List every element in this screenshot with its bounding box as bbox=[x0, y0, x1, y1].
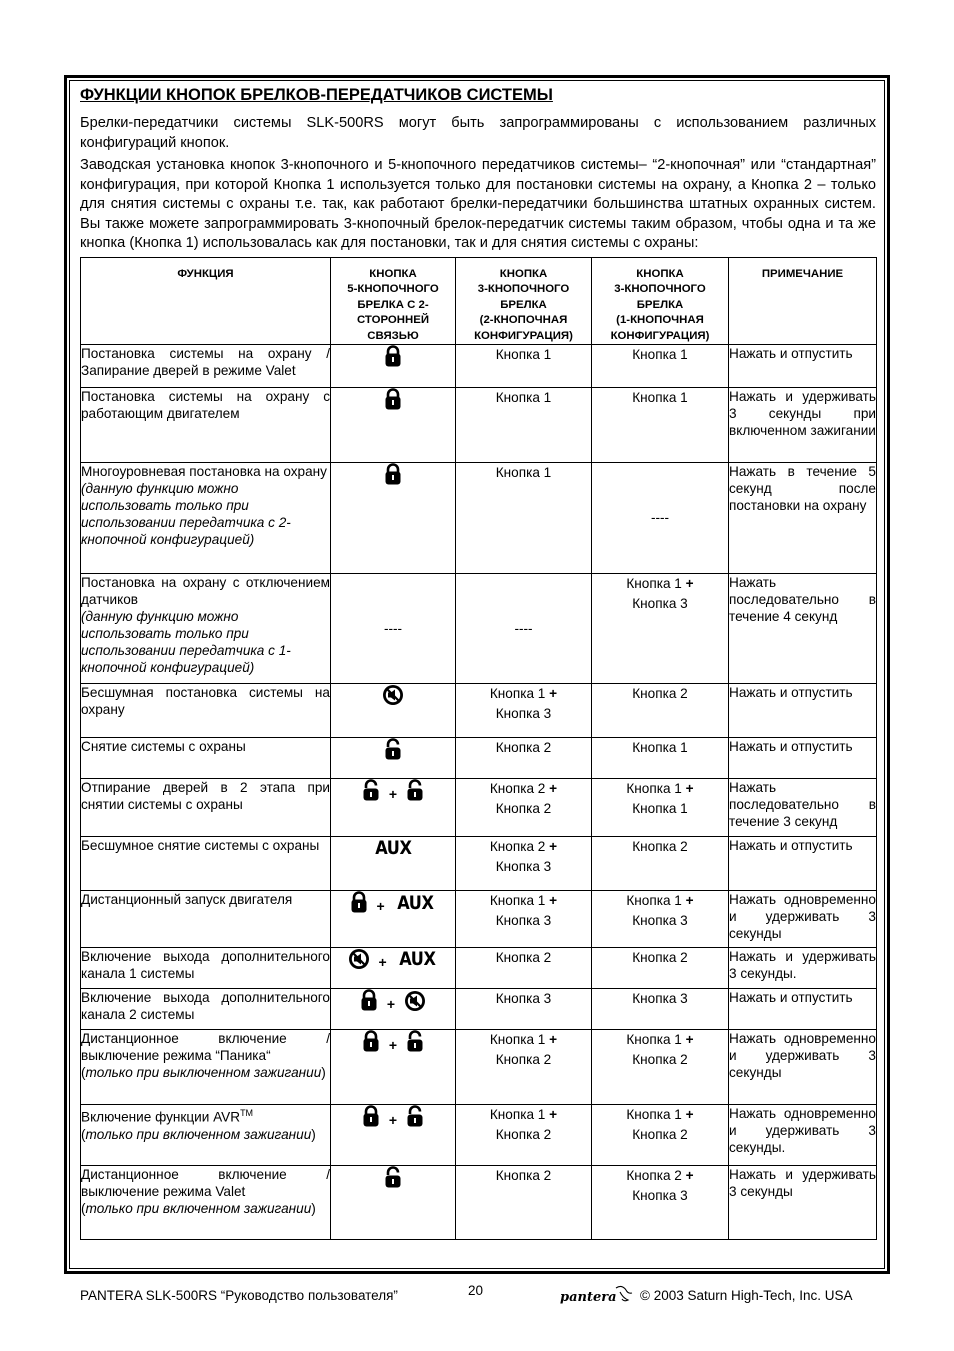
silent-icon bbox=[382, 684, 404, 706]
table-row bbox=[81, 684, 877, 738]
cfg1-cell: Кнопка 1 bbox=[592, 345, 729, 388]
button-icon-cell bbox=[331, 388, 456, 463]
cfg2-cell: Кнопка 2 bbox=[456, 1166, 592, 1240]
aux-icon: AUX bbox=[374, 837, 412, 859]
cfg2-cell: Кнопка 1 + Кнопка 3 bbox=[456, 684, 592, 738]
plus-sign: + bbox=[388, 786, 398, 802]
button-icon-cell bbox=[331, 738, 456, 779]
intro-paragraph-1: Брелки-передатчики системы SLK-500RS могут быть запрограммированы с использованием различных конфигураций кнопок. bbox=[80, 115, 876, 151]
note-cell: Нажать одновременно и удерживать 3 секунды bbox=[729, 1030, 877, 1105]
lock-closed-icon bbox=[384, 345, 402, 369]
pantera-logo bbox=[560, 1284, 636, 1306]
cfg1-cell: Кнопка 1 + Кнопка 2 bbox=[592, 1105, 729, 1166]
cfg2-cell: Кнопка 1 bbox=[456, 345, 592, 388]
button-icon-cell bbox=[331, 837, 456, 891]
function-cell: Бесшумная постановка системы на охрану bbox=[81, 684, 331, 738]
cfg1-cell: Кнопка 1 + Кнопка 1 bbox=[592, 779, 729, 837]
table-row bbox=[81, 948, 877, 989]
intro-paragraph-2: Заводская установка кнопок 3-кнопочного и 5-кнопочного передатчиков системы– “2-кнопочная” или “стандартная” конфигурация, при которой Кнопка 1 используется только для постановки системы на охрану, а Кнопка 2 – только для снятия системы с охраны т.е. так, как работают брелки-передатчики большинства штатных охранных систем. Вы также можете запрограммировать 3-кнопочный брелок-передатчик системы таким образом, чтобы одна и та же кнопка (Кнопка 1) использовалась как для постановки, так и для снятия системы с охраны: bbox=[80, 157, 876, 251]
function-cell: Дистанционное включение / выключение режима “Паника“ (только при выключенном зажигании) bbox=[81, 1030, 331, 1105]
table-row bbox=[81, 1166, 877, 1240]
lock-open-icon bbox=[406, 779, 424, 803]
button-icon-cell bbox=[331, 463, 456, 574]
cfg2-cell: Кнопка 1 bbox=[456, 388, 592, 463]
note-cell: Нажать и удерживать 3 секунды при включенном зажигании bbox=[729, 388, 877, 463]
button-icon-cell bbox=[331, 948, 456, 989]
cfg1-cell: Кнопка 3 bbox=[592, 989, 729, 1030]
note-cell: Нажать и отпустить bbox=[729, 989, 877, 1030]
function-cell: Дистанционный запуск двигателя bbox=[81, 891, 331, 948]
cfg2-cell: Кнопка 2 bbox=[456, 738, 592, 779]
header-cfg2: КНОПКА 3-КНОПОЧНОГО БРЕЛКА (2-КНОПОЧНАЯ КОНФИГУРАЦИЯ) bbox=[456, 257, 592, 345]
function-cell: Включение выхода дополнительного канала 1 системы bbox=[81, 948, 331, 989]
function-cell: Включение функции AVR™ (только при включенном зажигании) bbox=[81, 1105, 331, 1166]
table-header-row bbox=[81, 257, 877, 345]
function-cell: Постановка на охрану с отключением датчиков (данную функцию можно использовать только при использовании передатчика с 1-кнопочной конфигурацией) bbox=[81, 574, 331, 684]
table-row bbox=[81, 1105, 877, 1166]
plus-sign: + bbox=[376, 898, 385, 914]
note-cell: Нажать и отпустить bbox=[729, 837, 877, 891]
header-btn5: КНОПКА 5-КНОПОЧНОГО БРЕЛКА С 2- СТОРОННЕЙ СВЯЗЬЮ bbox=[331, 257, 456, 345]
cfg2-cell: ---- bbox=[456, 574, 592, 684]
cfg1-cell: Кнопка 1 bbox=[592, 738, 729, 779]
footer-page-number: 20 bbox=[468, 1283, 484, 1298]
cfg1-cell: Кнопка 2 bbox=[592, 948, 729, 989]
button-icon-cell bbox=[331, 684, 456, 738]
lock-closed-icon bbox=[362, 1030, 380, 1054]
header-cfg1: КНОПКА 3-КНОПОЧНОГО БРЕЛКА (1-КНОПОЧНАЯ КОНФИГУРАЦИЯ) bbox=[592, 257, 729, 345]
plus-sign: + bbox=[386, 996, 396, 1012]
cfg2-cell: Кнопка 2 + Кнопка 2 bbox=[456, 779, 592, 837]
cfg1-cell: Кнопка 1 + Кнопка 3 bbox=[592, 891, 729, 948]
content-area bbox=[80, 86, 876, 1240]
aux-icon: AUX bbox=[398, 948, 436, 970]
cfg2-cell: Кнопка 1 + Кнопка 2 bbox=[456, 1030, 592, 1105]
note-cell: Нажать и удерживать 3 секунды bbox=[729, 1166, 877, 1240]
table-row bbox=[81, 1030, 877, 1105]
aux-icon: AUX bbox=[396, 892, 434, 914]
function-cell: Дистанционное включение / выключение режима Valet (только при включенном зажигании) bbox=[81, 1166, 331, 1240]
button-icon-cell bbox=[331, 1166, 456, 1240]
function-cell: Снятие системы с охраны bbox=[81, 738, 331, 779]
functions-table bbox=[80, 257, 877, 1241]
lock-closed-icon bbox=[350, 891, 368, 915]
button-icon-cell bbox=[331, 891, 456, 948]
cfg2-cell: Кнопка 1 + Кнопка 2 bbox=[456, 1105, 592, 1166]
function-cell: Отпирание дверей в 2 этапа при снятии системы с охраны bbox=[81, 779, 331, 837]
table-row bbox=[81, 463, 877, 574]
lock-open-icon bbox=[384, 738, 402, 762]
note-cell: Нажать одновременно и удерживать 3 секунды bbox=[729, 891, 877, 948]
cfg1-cell: Кнопка 1 + Кнопка 3 bbox=[592, 574, 729, 684]
cfg1-cell: Кнопка 2 bbox=[592, 837, 729, 891]
cfg1-cell: Кнопка 2 + Кнопка 3 bbox=[592, 1166, 729, 1240]
table-row bbox=[81, 345, 877, 388]
button-icon-cell bbox=[331, 989, 456, 1030]
note-cell: Нажать последовательно в течение 3 секунд bbox=[729, 779, 877, 837]
cfg1-cell: ---- bbox=[592, 463, 729, 574]
table-row bbox=[81, 891, 877, 948]
plus-sign: + bbox=[378, 954, 387, 970]
note-cell: Нажать последовательно в течение 4 секунд bbox=[729, 574, 877, 684]
note-cell: Нажать и удерживать 3 секунды. bbox=[729, 948, 877, 989]
cfg1-cell: Кнопка 2 bbox=[592, 684, 729, 738]
lock-open-icon bbox=[362, 779, 380, 803]
plus-sign: + bbox=[388, 1112, 398, 1128]
button-icon-cell: ---- bbox=[331, 574, 456, 684]
footer-copyright: © 2003 Saturn High-Tech, Inc. USA bbox=[640, 1288, 853, 1303]
footer-manual-title: PANTERA SLK-500RS “Руководство пользователя” bbox=[80, 1288, 398, 1303]
plus-sign: + bbox=[388, 1037, 398, 1053]
header-function: ФУНКЦИЯ bbox=[81, 257, 331, 345]
button-icon-cell bbox=[331, 779, 456, 837]
lock-closed-icon bbox=[384, 463, 402, 487]
button-icon-cell bbox=[331, 1030, 456, 1105]
cfg1-cell: Кнопка 1 + Кнопка 2 bbox=[592, 1030, 729, 1105]
logo-text: pantera bbox=[560, 1290, 617, 1305]
cfg2-cell: Кнопка 1 + Кнопка 3 bbox=[456, 891, 592, 948]
lock-closed-icon bbox=[360, 989, 378, 1013]
silent-icon bbox=[404, 990, 426, 1012]
table-row bbox=[81, 989, 877, 1030]
cfg2-cell: Кнопка 2 + Кнопка 3 bbox=[456, 837, 592, 891]
table-row bbox=[81, 779, 877, 837]
header-note: ПРИМЕЧАНИЕ bbox=[729, 257, 877, 345]
note-cell: Нажать одновременно и удерживать 3 секунды. bbox=[729, 1105, 877, 1166]
table-row bbox=[81, 574, 877, 684]
cfg2-cell: Кнопка 3 bbox=[456, 989, 592, 1030]
lock-closed-icon bbox=[362, 1105, 380, 1129]
note-cell: Нажать и отпустить bbox=[729, 684, 877, 738]
table-row bbox=[81, 837, 877, 891]
function-cell: Включение выхода дополнительного канала 2 системы bbox=[81, 989, 331, 1030]
lock-closed-icon bbox=[384, 388, 402, 412]
lock-open-icon bbox=[406, 1105, 424, 1129]
cfg2-cell: Кнопка 2 bbox=[456, 948, 592, 989]
cfg1-cell: Кнопка 1 bbox=[592, 388, 729, 463]
note-cell: Нажать и отпустить bbox=[729, 345, 877, 388]
note-cell: Нажать в течение 5 секунд после постановки на охрану bbox=[729, 463, 877, 574]
table-row bbox=[81, 388, 877, 463]
section-title: ФУНКЦИИ КНОПОК БРЕЛКОВ-ПЕРЕДАТЧИКОВ СИСТЕМЫ bbox=[80, 86, 553, 104]
function-cell: Постановка системы на охрану / Запирание дверей в режиме Valet bbox=[81, 345, 331, 388]
function-cell: Бесшумное снятие системы с охраны bbox=[81, 837, 331, 891]
cfg2-cell: Кнопка 1 bbox=[456, 463, 592, 574]
function-cell: Многоуровневая постановка на охрану (данную функцию можно использовать только при использовании передатчика с 2-кнопочной конфигурацией) bbox=[81, 463, 331, 574]
lock-open-icon bbox=[406, 1030, 424, 1054]
note-cell: Нажать и отпустить bbox=[729, 738, 877, 779]
lock-open-icon bbox=[384, 1166, 402, 1190]
function-cell: Постановка системы на охрану с работающим двигателем bbox=[81, 388, 331, 463]
button-icon-cell bbox=[331, 1105, 456, 1166]
button-icon-cell bbox=[331, 345, 456, 388]
silent-icon bbox=[348, 948, 370, 970]
table-row bbox=[81, 738, 877, 779]
